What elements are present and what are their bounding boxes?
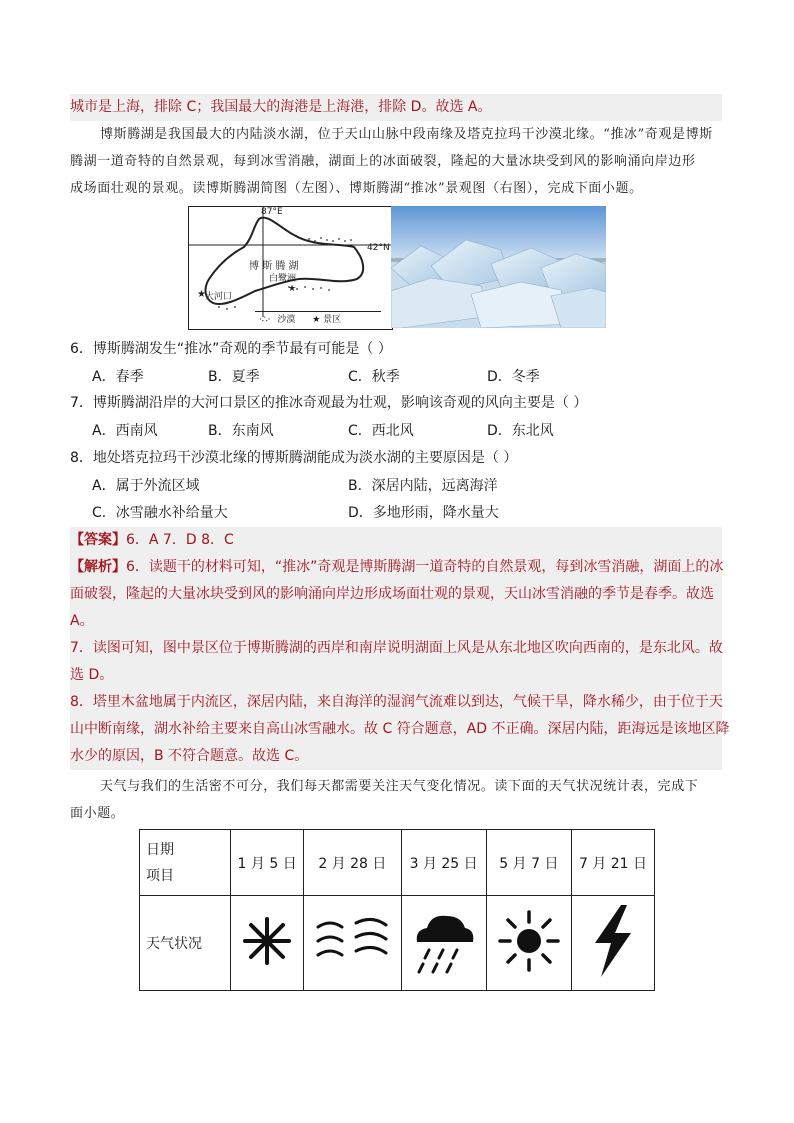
question-7: 7．博斯腾湖沿岸的大河口景区的推冰奇观最为壮观，影响该奇观的风向主要是（ ） (70, 395, 588, 411)
header-item-label: 项目 (146, 867, 174, 884)
question-6: 6．博斯腾湖发生“推冰”奇观的季节最有可能是（ ） (70, 341, 392, 357)
latitude-label: 42°N (367, 243, 390, 253)
date-cell: 3 月 25 日 (401, 830, 486, 896)
rain-icon (409, 908, 479, 974)
weather-intro-line-2: 面小题。 (70, 806, 125, 821)
weather-intro-line-1: 天气与我们的生活密不可分，我们每天都需要关注天气变化情况。读下面的天气状况统计表，完成下 (100, 779, 699, 794)
weather-cell (401, 896, 486, 991)
q7-option-d[interactable]: D．东北风 (487, 423, 554, 439)
svg-text:★: ★ (197, 289, 206, 300)
lightning-icon (583, 903, 643, 979)
header-date-label: 日期 (146, 841, 174, 858)
site-legend-label: 景区 (323, 315, 342, 325)
lake-label: 博 斯 腾 湖 (249, 261, 299, 272)
q6-option-a[interactable]: A．春季 (92, 369, 144, 385)
date-cell: 2 月 28 日 (304, 830, 401, 896)
answer-line (70, 527, 722, 554)
date-cell: 1 月 5 日 (231, 830, 304, 896)
analysis-line-4: 7．读图可知，图中景区位于博斯腾湖的西岸和南岸说明湖面上风是从东北地区吹向西南的，是东北风。故 (70, 635, 722, 662)
analysis-line-7: 山中断南缘，湖水补给主要来自高山冰雪融水。故 C 符合题意，AD 不正确。深居内陆，距海远是该地区降 (70, 716, 722, 743)
analysis-line-5: 选 D。 (70, 662, 722, 689)
answer-text: 6．A 7．D 8．C (126, 532, 234, 548)
q8-option-d[interactable]: D．多地形雨，降水量大 (348, 505, 499, 521)
q7-option-c[interactable]: C．西北风 (348, 423, 414, 439)
q7-option-a[interactable]: A．西南风 (92, 423, 158, 439)
q6-option-c[interactable]: C．秋季 (348, 369, 400, 385)
longitude-label: 87°E (261, 207, 283, 217)
weather-table (139, 829, 655, 991)
intro-paragraph-line-2: 腾湖一道奇特的自然景观，每到冰雪消融，湖面上的冰面破裂，隆起的大量冰块受到风的影响涌向岸边形 (70, 154, 696, 169)
sunny-icon (494, 908, 564, 974)
q6-option-d[interactable]: D．冬季 (487, 369, 540, 385)
desert-legend-label: 沙漠 (277, 315, 296, 325)
analysis-line-6: 8．塔里木盆地属于内流区，深居内陆，来自海洋的湿润气流难以到达，气候干旱，降水稀少，由于位于天 (70, 689, 722, 716)
site-legend-symbol: ★ (312, 315, 321, 325)
snow-icon (237, 911, 297, 971)
q7-option-b[interactable]: B．东南风 (208, 423, 274, 439)
island-label: 白鹭洲 (269, 274, 297, 284)
bosten-lake-map (188, 206, 393, 330)
svg-text:★: ★ (288, 284, 297, 294)
q8-option-c[interactable]: C．冰雪融水补给量大 (92, 505, 228, 521)
answer-tag: 【答案】 (70, 532, 126, 548)
analysis-tag: 【解析】 (70, 559, 126, 575)
q8-option-b[interactable]: B．深居内陆，远离海洋 (348, 478, 498, 494)
intro-paragraph-line-3: 成场面壮观的景观。读博斯腾湖简图（左图）、博斯腾湖“推冰”景观图（右图），完成下面小题。 (70, 181, 643, 196)
analysis-text-1: 6．读题干的材料可知，“推冰”奇观是博斯腾湖一道奇特的自然景观，每到冰雪消融，湖面上的冰 (126, 559, 724, 575)
intro-paragraph-line-1: 博斯腾湖是我国最大的内陆淡水湖，位于天山山脉中段南缘及塔克拉玛干沙漠北缘。“推冰”奇观是博斯 (100, 127, 713, 142)
weather-cell (231, 896, 304, 991)
table-corner-header (140, 830, 231, 896)
q6-option-b[interactable]: B．夏季 (208, 369, 260, 385)
q8-option-a[interactable]: A．属于外流区域 (92, 478, 200, 494)
desert-legend-symbol: ·∴· (259, 315, 271, 325)
analysis-line-3: A。 (70, 608, 722, 635)
weather-cell (572, 896, 655, 991)
date-cell: 7 月 21 日 (572, 830, 655, 896)
analysis-line-2: 面破裂，隆起的大量冰块受到风的影响涌向岸边形成场面壮观的景观，天山冰雪消融的季节是春季。故选 (70, 581, 722, 608)
wind-icon (312, 911, 392, 971)
previous-answer-line (70, 94, 722, 121)
previous-answer-text: 城市是上海，排除 C；我国最大的海港是上海港，排除 D。故选 A。 (70, 99, 492, 115)
question-8: 8．地处塔克拉玛干沙漠北缘的博斯腾湖能成为淡水湖的主要原因是（ ） (70, 450, 518, 466)
map-legend (255, 311, 381, 328)
analysis-line-8: 水少的原因，B 不符合题意。故选 C。 (70, 743, 722, 770)
date-cell: 5 月 7 日 (486, 830, 571, 896)
weather-cell (486, 896, 571, 991)
site-label: 大河口 (205, 292, 233, 302)
weather-cell (304, 896, 401, 991)
ice-push-photo (391, 206, 606, 328)
analysis-line-1 (70, 554, 722, 581)
weather-row-label: 天气状况 (140, 896, 231, 991)
